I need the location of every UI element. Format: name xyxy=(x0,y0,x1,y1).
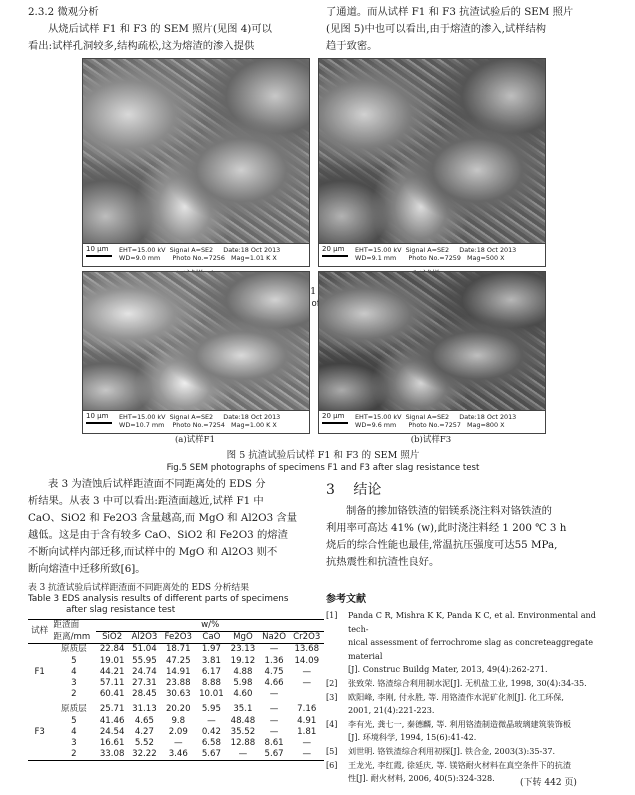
value-cell xyxy=(289,689,324,704)
reference-line: 欧阳峰, 李刚, 付永胜, 等. 用铬渣作水泥矿化剂[J]. 化工环保, xyxy=(348,691,564,702)
reference-line: [J]. Construc Buildg Mater, 2013, 49(4):262-271. xyxy=(348,664,548,675)
value-cell: 25.71 xyxy=(99,704,125,715)
value-cell: — xyxy=(207,715,216,726)
references-heading: 参考文献 xyxy=(326,594,366,605)
value-cell: 24.74 xyxy=(132,666,157,677)
section-heading: 2.3.2 微观分析 xyxy=(28,6,99,18)
reference-number: [6] xyxy=(326,759,338,770)
specimen-cell: F1 xyxy=(34,666,45,677)
value-cell: 13.68 xyxy=(294,644,320,655)
meta-line: EHT=15.00 kV Signal A=SE2 Date:18 Oct 2013 xyxy=(355,413,517,421)
table-row xyxy=(28,656,324,667)
reference-line: 刘世明. 铬铁渣综合利用初探[J]. 铁合金, 2003(3):35-37. xyxy=(348,745,556,756)
value-cell: 44.21 xyxy=(99,666,125,677)
value-cell: — xyxy=(302,749,312,760)
col-specimen: 试样 xyxy=(28,620,51,644)
value-cell: 9.8 xyxy=(171,715,186,726)
value-cell: — xyxy=(269,715,279,726)
reference-item xyxy=(326,691,616,718)
meta-line: EHT=15.00 kV Signal A=SE2 Date:18 Oct 2013 xyxy=(119,246,281,254)
value-cell: 41.46 xyxy=(99,715,125,726)
right-intro-line-3: 趋于致密。 xyxy=(326,40,378,52)
specimen-cell xyxy=(28,738,51,749)
value-cell: — xyxy=(302,678,312,689)
body-line-1: 表 3 为渣蚀后试样距渣面不同距离处的 EDS 分 xyxy=(48,478,266,490)
value-cell: 5.98 xyxy=(233,678,253,689)
value-cell: 23.13 xyxy=(230,644,256,655)
reference-line: 2001, 21(4):221-223. xyxy=(348,705,435,716)
body-line-2: 析结果。从表 3 中可以看出:距渣面越近,试样 F1 中 xyxy=(28,495,264,507)
reference-line: 性[J]. 耐火材料, 2006, 40(5):324-328. xyxy=(348,773,495,784)
body-line-6: 断向熔渣中迁移所致[6]。 xyxy=(28,563,146,575)
scale-label: 20 μm xyxy=(322,245,345,253)
col-oxide: SiO2 xyxy=(96,632,128,644)
value-cell: 16.61 xyxy=(99,738,125,749)
reference-line: 张致荣. 铬渣综合利用制水泥[J]. 无机盐工业, 1998, 30(4):34-35. xyxy=(348,677,587,688)
distance-cell: 3 xyxy=(71,678,77,689)
col-oxide: CaO xyxy=(196,632,228,644)
distance-cell: 5 xyxy=(71,655,77,666)
reference-item xyxy=(326,718,616,745)
reference-number: [4] xyxy=(326,718,338,729)
scale-label: 20 μm xyxy=(322,412,345,420)
value-cell: 7.16 xyxy=(297,704,317,715)
reference-number: [2] xyxy=(326,677,338,688)
value-cell: — xyxy=(269,644,279,655)
conclusion-line-4: 抗热震性和抗渣性良好。 xyxy=(326,556,440,568)
col-distance: 距渣面 xyxy=(53,620,80,631)
value-cell: 4.27 xyxy=(134,726,154,737)
right-intro-line-2: (见图 5)中也可以看出,由于熔渣的渗入,试样结构 xyxy=(326,23,547,35)
table3-caption-en-2: after slag resistance test xyxy=(66,605,176,615)
value-cell: 3.81 xyxy=(201,655,221,666)
reference-line: 李有光, 龚七一, 秦德麟, 等. 利用铬渣制造微晶玻璃建筑装饰板 xyxy=(348,718,571,729)
col-oxide: Cr2O3 xyxy=(289,632,324,644)
col-oxide: Na2O xyxy=(259,632,290,644)
conclusion-heading: 结论 xyxy=(353,482,382,498)
value-cell: 12.88 xyxy=(230,738,256,749)
meta-line: EHT=15.00 kV Signal A=SE2 Date:18 Oct 2013 xyxy=(119,413,281,421)
specimen-cell xyxy=(28,704,51,715)
table-row xyxy=(28,716,324,727)
value-cell: 6.58 xyxy=(201,738,221,749)
conclusion-line-3: 烧后的综合性能也最佳,常温抗压强度可达55 MPa, xyxy=(326,539,558,551)
reference-line: [J]. 环境科学, 1994, 15(6):41-42. xyxy=(348,732,477,743)
conclusion-line-1: 制备的掺加铬铁渣的铝镁系浇注料对铬铁渣的 xyxy=(346,505,552,517)
col-distance-unit: 距离/mm xyxy=(51,632,96,644)
value-cell: 0.42 xyxy=(201,726,221,737)
section-number: 3 xyxy=(326,482,335,498)
body-line-3: CaO、SiO2 和 Fe2O3 含量越高,而 MgO 和 Al2O3 含量 xyxy=(28,512,298,524)
value-cell: 33.08 xyxy=(99,749,125,760)
intro-line-2: 看出:试样孔洞较多,结构疏松,这为熔渣的渗入提供 xyxy=(28,40,255,52)
value-cell: 4.91 xyxy=(297,715,317,726)
value-cell: 4.60 xyxy=(233,689,253,700)
sem-image-fig4a xyxy=(82,58,310,267)
intro-line-1: 从烧后试样 F1 和 F3 的 SEM 照片(见图 4)可以 xyxy=(48,23,272,35)
body-line-4: 越低。这是由于含有较多 CaO、SiO2 和 Fe2O3 的熔渣 xyxy=(28,529,288,541)
value-cell: 1.81 xyxy=(297,726,317,737)
value-cell: 27.31 xyxy=(132,678,157,689)
value-cell: 4.75 xyxy=(264,666,284,677)
value-cell: — xyxy=(302,738,312,749)
reference-line: 王龙光, 李红霞, 徐延庆, 等. 镁铬耐火材料在真空条件下的抗渣 xyxy=(348,759,571,770)
table-row xyxy=(28,644,324,656)
sem-image-fig5a xyxy=(82,271,310,434)
table-row xyxy=(28,727,324,738)
meta-line: WD=9.1 mm Photo No.=7259 Mag=500 X xyxy=(355,253,505,262)
meta-line: WD=10.7 mm Photo No.=7254 Mag=1.00 K X xyxy=(119,420,277,429)
reference-number: [1] xyxy=(326,610,338,620)
distance-cell: 2 xyxy=(71,749,77,760)
sem-image-fig5b xyxy=(318,271,546,434)
value-cell: 5.67 xyxy=(264,749,284,760)
table-row xyxy=(28,678,324,689)
table3-caption-en-1: Table 3 EDS analysis results of different parts of specimens xyxy=(28,594,289,604)
distance-cell: 原质层 xyxy=(60,704,87,715)
value-cell: 14.09 xyxy=(294,655,320,666)
continued-note: (下转 442 页) xyxy=(520,778,577,788)
value-cell: 4.66 xyxy=(264,678,284,689)
value-cell: 60.41 xyxy=(99,689,125,700)
col-oxide: Al2O3 xyxy=(128,632,161,644)
value-cell: 8.88 xyxy=(201,678,221,689)
value-cell: 5.52 xyxy=(134,738,154,749)
value-cell: 8.61 xyxy=(264,738,284,749)
distance-cell: 5 xyxy=(71,715,77,726)
value-cell: 3.46 xyxy=(168,749,188,760)
value-cell: 18.71 xyxy=(165,644,191,655)
value-cell: 47.25 xyxy=(165,655,191,666)
value-cell: 2.09 xyxy=(168,726,188,737)
distance-cell: 2 xyxy=(71,689,77,700)
distance-cell: 3 xyxy=(71,738,77,749)
col-oxide: MgO xyxy=(227,632,259,644)
table-row xyxy=(28,749,324,761)
value-cell: 28.45 xyxy=(132,689,157,700)
distance-cell: 原质层 xyxy=(60,644,87,655)
table-row xyxy=(28,689,324,704)
conclusion-line-2: 利用率可高达 41% (w),此时浇注料经 1 200 ℃ 3 h xyxy=(326,522,567,534)
specimen-cell xyxy=(28,644,51,656)
scale-label: 10 μm xyxy=(86,245,109,253)
value-cell: 4.88 xyxy=(233,666,253,677)
value-cell: 35.52 xyxy=(230,726,256,737)
value-cell: — xyxy=(269,689,279,700)
body-line-5: 不断向试样内部迁移,而试样中的 MgO 和 Al2O3 则不 xyxy=(28,546,278,558)
value-cell: 20.20 xyxy=(165,704,191,715)
value-cell: — xyxy=(173,738,183,749)
meta-line: WD=9.6 mm Photo No.=7257 Mag=800 X xyxy=(355,420,505,429)
value-cell: 55.95 xyxy=(132,655,157,666)
right-intro-line-1: 了通道。而从试样 F1 和 F3 抗渣试验后的 SEM 照片 xyxy=(326,6,574,18)
value-cell: 1.36 xyxy=(264,655,284,666)
scale-label: 10 μm xyxy=(86,412,109,420)
meta-line: EHT=15.00 kV Signal A=SE2 Date:18 Oct 2013 xyxy=(355,246,517,254)
specimen-cell xyxy=(28,678,51,689)
reference-line: nical assessment of ferrochrome slag as concreteaggregate material xyxy=(348,637,594,661)
meta-line: WD=9.0 mm Photo No.=7256 Mag=1.01 K X xyxy=(119,253,277,262)
value-cell: 31.13 xyxy=(132,704,157,715)
value-cell: 57.11 xyxy=(99,678,125,689)
value-cell: 32.22 xyxy=(132,749,157,760)
value-cell: 6.17 xyxy=(201,666,221,677)
reference-number: [5] xyxy=(326,745,338,756)
fig5b-label: (b)试样F3 xyxy=(410,435,452,445)
value-cell: — xyxy=(238,749,248,760)
distance-cell: 4 xyxy=(71,666,77,677)
value-cell: 19.12 xyxy=(230,655,256,666)
reference-item xyxy=(326,745,616,759)
reference-item xyxy=(326,609,616,677)
value-cell: 22.84 xyxy=(99,644,125,655)
value-cell: 4.65 xyxy=(134,715,154,726)
col-oxide: Fe2O3 xyxy=(161,632,196,644)
specimen-cell xyxy=(28,716,51,727)
fig5-caption-en: Fig.5 SEM photographs of specimens F1 and F3 after slag resistance test xyxy=(166,463,480,473)
unit-label: w/% xyxy=(96,620,324,632)
value-cell: 14.91 xyxy=(165,666,191,677)
fig5a-label: (a)试样F1 xyxy=(174,435,215,445)
value-cell: 35.1 xyxy=(233,704,253,715)
value-cell: — xyxy=(269,726,279,737)
value-cell: 51.04 xyxy=(132,644,157,655)
specimen-cell xyxy=(28,689,51,704)
value-cell: — xyxy=(269,704,279,715)
table3-caption-cn: 表 3 抗渣试验后试样距渣面不同距离处的 EDS 分析结果 xyxy=(28,583,250,593)
value-cell: 5.67 xyxy=(201,749,221,760)
distance-cell: 4 xyxy=(71,726,77,737)
table-row xyxy=(28,704,324,715)
value-cell: 30.63 xyxy=(165,689,191,700)
reference-line: Panda C R, Mishra K K, Panda K C, et al. Environmental and tech- xyxy=(348,610,596,634)
table-row xyxy=(28,667,324,678)
value-cell: 10.01 xyxy=(199,689,224,700)
value-cell: 23.88 xyxy=(165,678,191,689)
value-cell: 5.95 xyxy=(201,704,221,715)
specimen-cell xyxy=(28,749,51,761)
fig4-caption-en: of xyxy=(311,299,320,309)
sem-image-fig4b xyxy=(318,58,546,267)
reference-number: [3] xyxy=(326,691,338,702)
value-cell: 48.48 xyxy=(230,715,256,726)
table-row xyxy=(28,738,324,749)
specimen-cell: F3 xyxy=(34,726,45,737)
table3 xyxy=(28,619,324,761)
specimen-cell xyxy=(28,656,51,667)
value-cell: 1.97 xyxy=(201,644,221,655)
value-cell: 19.01 xyxy=(99,655,125,666)
fig5-caption-cn: 图 5 抗渣试验后试样 F1 和 F3 的 SEM 照片 xyxy=(226,450,420,461)
value-cell: 24.54 xyxy=(99,726,125,737)
reference-item xyxy=(326,677,616,691)
value-cell: — xyxy=(302,666,312,677)
